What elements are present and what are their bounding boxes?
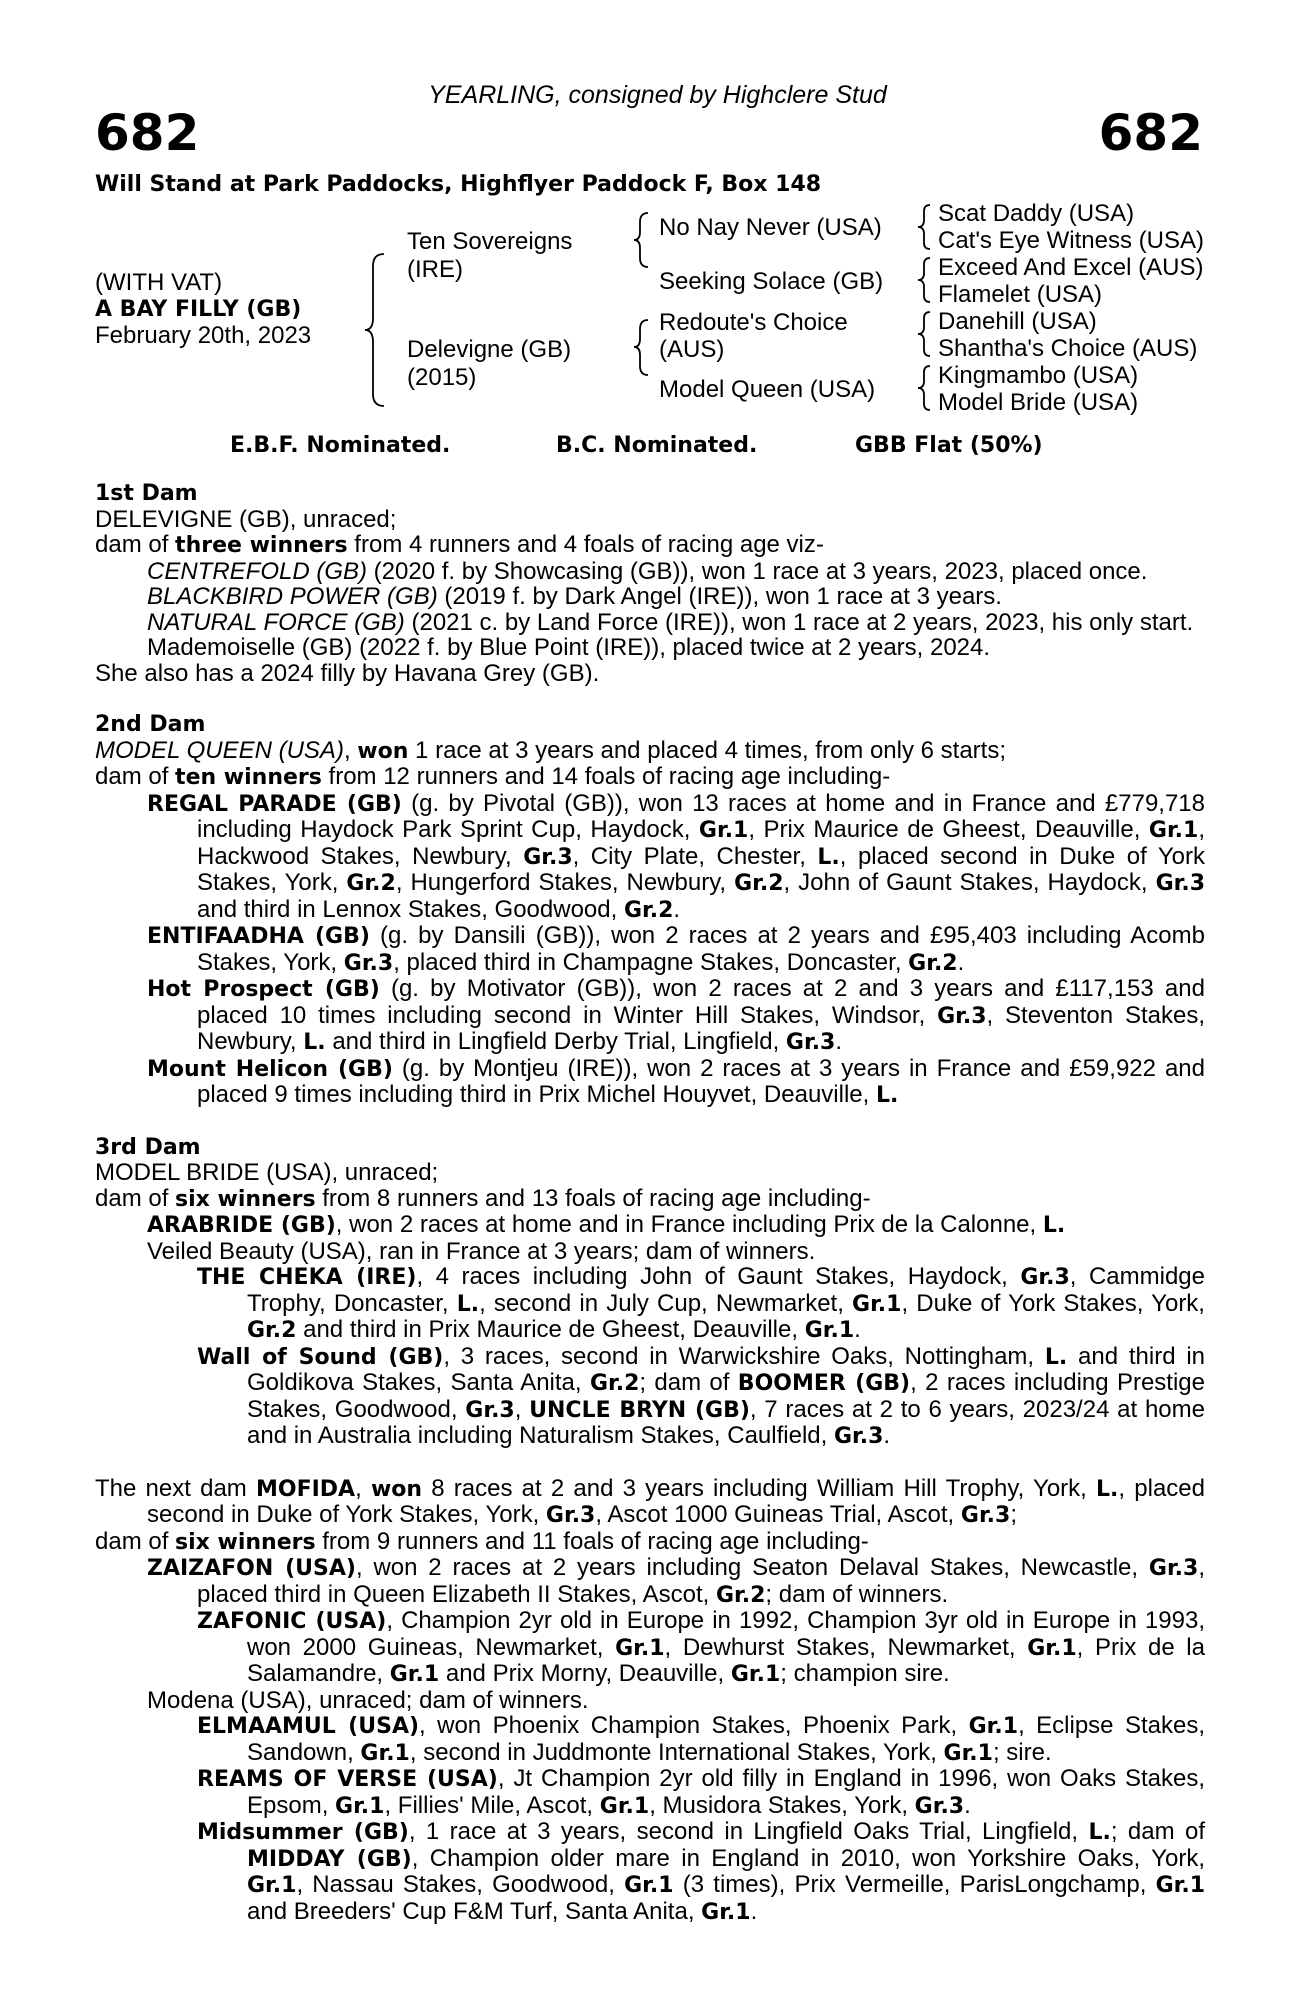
sire-sire: No Nay Never (USA): [659, 214, 882, 241]
ggp-8: Model Bride (USA): [938, 389, 1139, 416]
catalogue-body: [95, 481, 1205, 1925]
entry-midsummer: Midsummer (GB), 1 race at 3 years, second in Lingfield Oaks Trial, Lingfield, L.; dam of MIDDAY (GB), Champion older mare in England in 2010, won Yorkshire Oaks, York, Gr.1, Nassau Stakes, Goodwood, Gr.1 (3 times), Prix Vermeille, ParisLongchamp, Gr.1 and Breeders' Cup F&M Turf, Santa Anita, Gr.1.: [197, 1818, 1206, 1925]
horse-name: A BAY FILLY (GB): [95, 297, 302, 322]
produce-blackbird-power: BLACKBIRD POWER (GB) (2019 f. by Dark Angel (IRE)), won 1 race at 3 years.: [147, 583, 1002, 610]
entry-reams-of-verse: REAMS OF VERSE (USA), Jt Champion 2yr old filly in England in 1996, won Oaks Stakes, Epsom, Gr.1, Fillies' Mile, Ascot, Gr.1, Musidora Stakes, York, Gr.3.: [197, 1765, 1206, 1819]
ggp-1: Scat Daddy (USA): [938, 200, 1135, 227]
horse-dob: February 20th, 2023: [95, 322, 312, 349]
entry-hot-prospect: Hot Prospect (GB) (g. by Motivator (GB)), won 2 races at 2 and 3 years and £117,153 and placed 10 times including second in Winter Hill Stakes, Windsor, Gr.3, Steventon Stakes, Newbury, L. and third in Lingfield Derby Trial, Lingfield, Gr.3.: [147, 975, 1206, 1055]
ggp-7: Kingmambo (USA): [938, 362, 1139, 389]
dam-line2: (2015): [407, 364, 477, 391]
entry-entifaadha: ENTIFAADHA (GB) (g. by Dansili (GB)), won 2 races at 2 years and £95,403 including Acomb Stakes, York, Gr.3, placed third in Champagne Stakes, Doncaster, Gr.2.: [147, 922, 1205, 976]
next-dam-produce-summary: dam of six winners from 9 runners and 11 foals of racing age including-: [95, 1527, 869, 1555]
third-dam-heading: 3rd Dam: [95, 1134, 201, 1160]
third-dam-line: MODEL BRIDE (USA), unraced;: [95, 1159, 439, 1186]
stand-location: Will Stand at Park Paddocks, Highflyer Paddock F, Box 148: [95, 172, 822, 197]
first-dam-line: DELEVIGNE (GB), unraced;: [95, 505, 397, 533]
bc-nomination: B.C. Nominated.: [556, 433, 758, 458]
entry-arabride: ARABRIDE (GB), won 2 races at home and in France including Prix de la Calonne, L.: [147, 1211, 1066, 1238]
produce-natural-force: NATURAL FORCE (GB) (2021 c. by Land Force (IRE)), won 1 race at 2 years, 2023, his only start.: [147, 608, 1194, 636]
ebf-nomination: E.B.F. Nominated.: [230, 433, 451, 458]
produce-note: She also has a 2024 filly by Havana Grey (GB).: [95, 659, 600, 687]
entry-the-cheka: THE CHEKA (IRE), 4 races including John of Gaunt Stakes, Haydock, Gr.3, Cammidge Trophy, Doncaster, L., second in July Cup, Newmarket, Gr.1, Duke of York Stakes, York, Gr.2 and third in Prix Maurice de Gheest, Deauville, Gr.1.: [197, 1263, 1206, 1343]
ggp-3: Exceed And Excel (AUS): [938, 254, 1204, 281]
entry-wall-of-sound: Wall of Sound (GB), 3 races, second in Warwickshire Oaks, Nottingham, L. and third in Goldikova Stakes, Santa Anita, Gr.2; dam of BOOMER (GB), 2 races including Prestige Stakes, Goodwood, Gr.3, UNCLE BRYN (GB), 7 races at 2 to 6 years, 2023/24 at home and in Australia including Naturalism Stakes, Caulfield, Gr.3.: [197, 1342, 1205, 1449]
entry-mount-helicon: Mount Helicon (GB) (g. by Montjeu (IRE)), won 2 races at 3 years in France and £59,922 and placed 9 times including third in Prix Michel Houyvet, Deauville, L.: [147, 1054, 1205, 1108]
sire-line1: Ten Sovereigns: [407, 228, 573, 255]
sire-line2: (IRE): [407, 256, 463, 283]
lot-number-left: 682: [95, 104, 200, 162]
ggp-4: Flamelet (USA): [938, 281, 1103, 308]
first-dam-section: [95, 481, 1205, 686]
entry-elmaamul: ELMAAMUL (USA), won Phoenix Champion Stakes, Phoenix Park, Gr.1, Eclipse Stakes, Sandown, Gr.1, second in Juddmonte International Stakes, York, Gr.1; sire.: [197, 1712, 1205, 1766]
first-dam-heading: 1st Dam: [95, 481, 198, 506]
second-dam-heading: 2nd Dam: [95, 712, 206, 737]
gbb-flat: GBB Flat (50%): [855, 433, 1043, 458]
entry-veiled-beauty: Veiled Beauty (USA), ran in France at 3 years; dam of winners.: [147, 1237, 816, 1265]
third-dam-section: [95, 1135, 1205, 1450]
ggp-6: Shantha's Choice (AUS): [938, 335, 1198, 362]
ggp-2: Cat's Eye Witness (USA): [938, 227, 1204, 254]
ggp-5: Danehill (USA): [938, 308, 1097, 335]
vat-note: (WITH VAT): [95, 269, 223, 296]
next-dam-section: [95, 1476, 1205, 1926]
second-dam-produce-summary: dam of ten winners from 12 runners and 14 foals of racing age including-: [95, 763, 891, 790]
lot-number-right: 682: [1098, 104, 1203, 162]
produce-mademoiselle: Mademoiselle (GB) (2022 f. by Blue Point (IRE)), placed twice at 2 years, 2024.: [147, 634, 991, 661]
second-dam-section: [95, 712, 1205, 1109]
dam-line1: Delevigne (GB): [407, 336, 572, 363]
consignment-line: YEARLING, consigned by Highclere Stud: [428, 81, 887, 109]
entry-modena: Modena (USA), unraced; dam of winners.: [147, 1686, 589, 1714]
dam-dam: Model Queen (USA): [659, 376, 876, 403]
next-dam-line: The next dam MOFIDA, won 8 races at 2 and 3 years including William Hill Trophy, York, L., placed second in Duke of York Stakes, York, Gr.3, Ascot 1000 Guineas Trial, Ascot, Gr.3;: [95, 1474, 1205, 1528]
entry-regal-parade: REGAL PARADE (GB) (g. by Pivotal (GB)), won 13 races at home and in France and £779,718 including Haydock Park Sprint Cup, Haydock, Gr.1, Prix Maurice de Gheest, Deauville, Gr.1, Hackwood Stakes, Newbury, Gr.3, City Plate, Chester, L., placed second in Duke of York Stakes, York, Gr.2, Hungerford Stakes, Newbury, Gr.2, John of Gaunt Stakes, Haydock, Gr.3 and third in Lennox Stakes, Goodwood, Gr.2.: [147, 789, 1206, 923]
dam-sire-line2: (AUS): [659, 336, 725, 363]
produce-centrefold: CENTREFOLD (GB) (2020 f. by Showcasing (GB)), won 1 race at 3 years, 2023, placed once.: [147, 557, 1148, 585]
second-dam-line: MODEL QUEEN (USA), won 1 race at 3 years and placed 4 times, from only 6 starts;: [95, 736, 1006, 764]
first-dam-produce-summary: dam of three winners from 4 runners and 4 foals of racing age viz-: [95, 531, 824, 558]
entry-zaizafon: ZAIZAFON (USA), won 2 races at 2 years including Seaton Delaval Stakes, Newcastle, Gr.3, placed third in Queen Elizabeth II Stakes, Ascot, Gr.2; dam of winners.: [147, 1554, 1205, 1608]
entry-zafonic: ZAFONIC (USA), Champion 2yr old in Europe in 1992, Champion 3yr old in Europe in 1993, won 2000 Guineas, Newmarket, Gr.1, Dewhurst Stakes, Newmarket, Gr.1, Prix de la Salamandre, Gr.1 and Prix Morny, Deauville, Gr.1; champion sire.: [197, 1607, 1205, 1687]
sire-dam: Seeking Solace (GB): [659, 268, 884, 295]
third-dam-produce-summary: dam of six winners from 8 runners and 13 foals of racing age including-: [95, 1184, 871, 1212]
dam-sire-line1: Redoute's Choice: [659, 309, 848, 336]
